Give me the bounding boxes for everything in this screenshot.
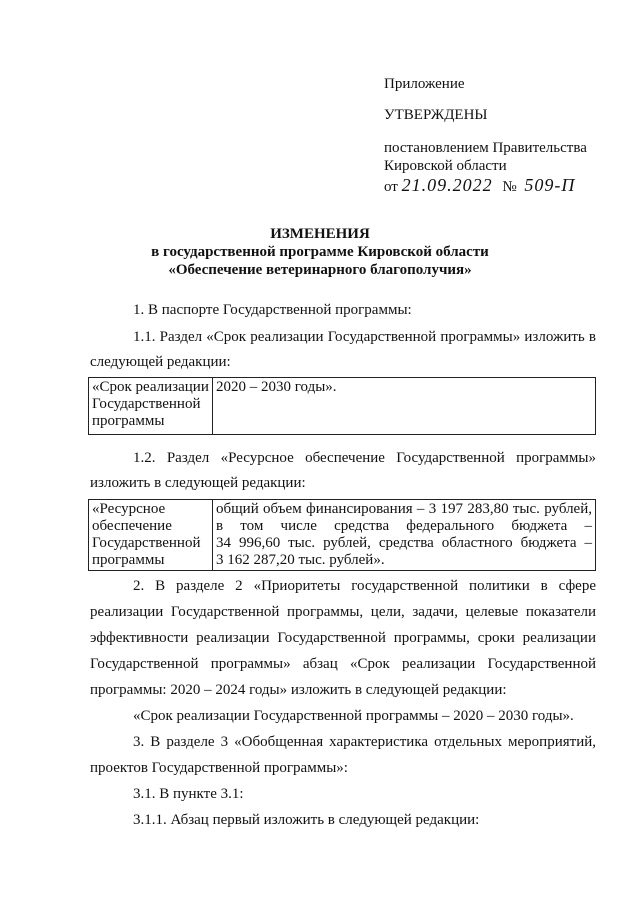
table-resources	[88, 499, 596, 571]
cell-text: программы	[92, 552, 165, 568]
cell-text: в том числе средства федерального бюджета –	[216, 518, 592, 534]
paragraph-1-2-line-2: изложить в следующей редакции:	[90, 475, 306, 491]
paragraph-1-1-line-2: следующей редакции:	[90, 354, 231, 370]
cell-text: «Ресурсное	[92, 501, 166, 517]
cell-text: общий объем финансирования – 3 197 283,80 тыс. рублей,	[216, 501, 592, 517]
paragraph-1-2-line-1: 1.2. Раздел «Ресурсное обеспечение Государственной программы»	[133, 450, 596, 466]
table-term	[88, 377, 596, 435]
document-subtitle-2: «Обеспечение ветеринарного благополучия»	[168, 262, 472, 278]
cell-text: 2020 – 2030 годы».	[216, 379, 337, 395]
document-subtitle-1: в государственной программе Кировской области	[151, 244, 489, 260]
paragraph-3-line-1: 3. В разделе 3 «Обобщенная характеристика отдельных мероприятий,	[133, 734, 596, 750]
paragraph-2-quote: «Срок реализации Государственной программы – 2020 – 2030 годы».	[133, 708, 574, 724]
paragraph-2-line-5: программы: 2020 – 2024 годы» изложить в следующей редакции:	[90, 682, 507, 698]
paragraph-3-1: 3.1. В пункте 3.1:	[133, 786, 244, 802]
handwritten-number: 509-П	[524, 175, 576, 195]
table-cell-label	[89, 378, 213, 435]
paragraph-3-1-1: 3.1.1. Абзац первый изложить в следующей редакции:	[133, 812, 480, 828]
date-prefix: от	[384, 179, 398, 195]
paragraph-2-line-4: Государственной программы» абзац «Срок реализации Государственной	[90, 656, 596, 672]
cell-text: Государственной	[92, 396, 201, 412]
decree-line-1: постановлением Правительства	[384, 140, 587, 156]
paragraph-1-1-line-1: 1.1. Раздел «Срок реализации Государственной программы» изложить в	[133, 329, 596, 345]
cell-text: 34 996,60 тыс. рублей, средства областного бюджета –	[216, 535, 592, 551]
approved-label: УТВЕРЖДЕНЫ	[384, 107, 488, 123]
paragraph-2-line-2: реализации Государственной программы, цели, задачи, целевые показатели	[90, 604, 596, 620]
table-row	[89, 378, 596, 435]
decree-line-2: Кировской области	[384, 158, 507, 174]
handwritten-date: 21.09.2022	[401, 175, 493, 195]
paragraph-1: 1. В паспорте Государственной программы:	[133, 302, 412, 318]
paragraph-3-line-2: проектов Государственной программы»:	[90, 760, 348, 776]
table-cell-label	[89, 500, 213, 571]
appendix-label: Приложение	[384, 76, 465, 92]
date-line	[384, 175, 575, 196]
cell-text: Государственной	[92, 535, 201, 551]
cell-text: 3 162 287,20 тыс. рублей».	[216, 552, 385, 568]
number-prefix: №	[502, 179, 517, 195]
table-row	[89, 500, 596, 571]
table-cell-value	[213, 500, 596, 571]
cell-text: обеспечение	[92, 518, 172, 534]
table-cell-value	[213, 378, 596, 435]
cell-text: «Срок реализации	[92, 379, 209, 395]
cell-text: программы	[92, 413, 165, 429]
document-title: ИЗМЕНЕНИЯ	[270, 226, 370, 242]
paragraph-2-line-1: 2. В разделе 2 «Приоритеты государственной политики в сфере	[133, 578, 596, 594]
paragraph-2-line-3: эффективности реализации Государственной программы, сроки реализации	[90, 630, 596, 646]
